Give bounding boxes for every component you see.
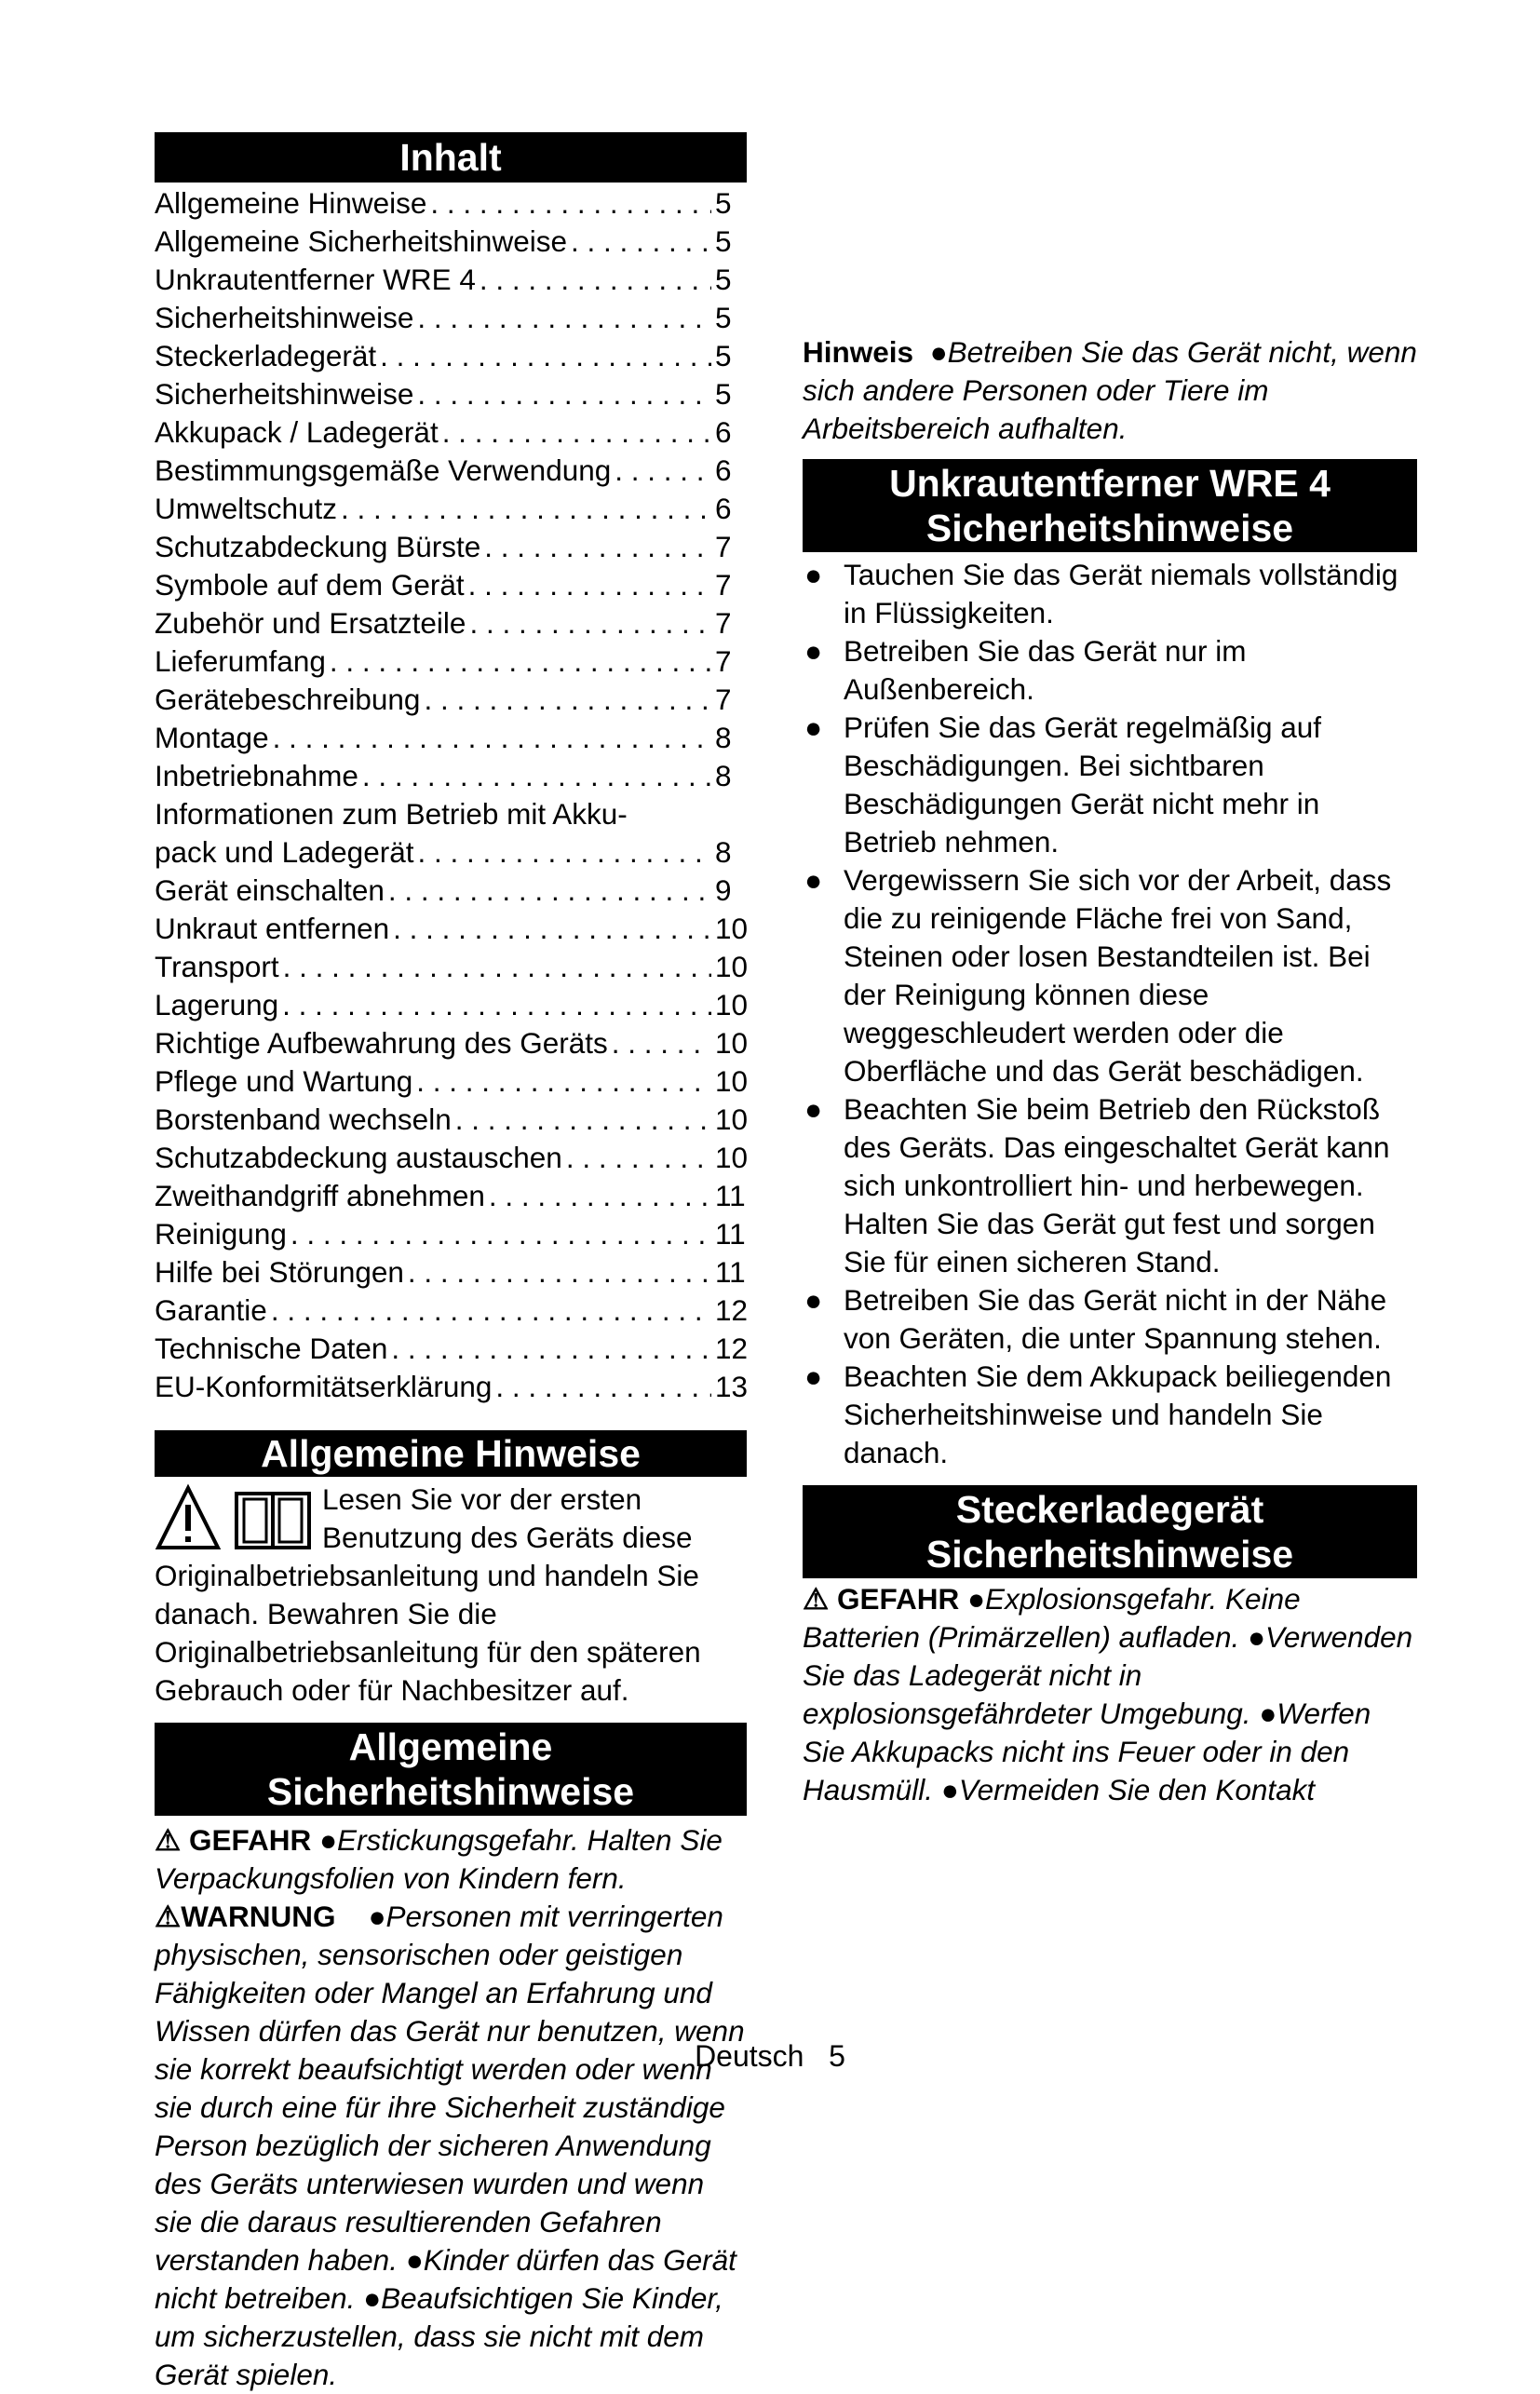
list-item: ● Betreiben Sie das Gerät nur im Außenbereich. — [804, 634, 1247, 706]
allgemeine-hinweise-body: Lesen Sie vor der ersten Benutzung des Geräts diese Originalbetriebsanleitung und handeln Sie danach. Bewahren Sie die Originalbetriebsanleitung für den späteren Gebrauch oder für Nachbesitzer auf. — [155, 1482, 701, 1707]
gefahr-paragraph: ⚠ GEFAHR ●Erstickungsgefahr. Halten Sie Verpackungsfolien von Kindern fern. — [155, 1823, 723, 1895]
toc-entry[interactable]: Akkupack / Ladegerät . . . 6 — [155, 413, 747, 452]
list-item: ● Prüfen Sie das Gerät regelmäßig auf Beschädigungen. Bei sichtbaren Beschädigungen Gerät nicht mehr in Betrieb nehmen. — [804, 710, 1322, 859]
bullet-icon: ● — [804, 1283, 823, 1317]
toc-entry[interactable]: Garantie . . . 12 — [155, 1292, 747, 1330]
bullet-icon: ● — [804, 710, 823, 744]
list-item: ● Betreiben Sie das Gerät nicht in der Nähe von Geräten, die unter Spannung stehen. — [804, 1283, 1387, 1355]
toc-entry[interactable]: Schutzabdeckung Bürste . . . 7 — [155, 528, 747, 566]
warnung-paragraph: ⚠WARNUNG ●Personen mit verringerten physischen, sensorischen oder geistigen Fähigkeiten oder Mangel an Erfahrung und Wissen dürfen das Gerät nur benutzen, wenn sie korrekt beaufsichtigt werden oder wenn sie durch eine für ihre Sicherheit zuständige Person bezüglich der sicheren Anwendung des Geräts unterwiesen wurden und wenn sie die daraus resultierenden Gefahren verstanden haben. ●Kinder dürfen das Gerät nicht betreiben. ●Beaufsichtigen Sie Kinder, um sicherzustellen, dass sie nicht mit dem Gerät spielen. — [155, 1900, 745, 2391]
bullet-icon: ● — [804, 634, 823, 668]
toc-entry[interactable]: Gerätebeschreibung . . . 7 — [155, 681, 747, 719]
toc-entry[interactable]: Allgemeine Sicherheitshinweise . . . 5 — [155, 223, 747, 261]
toc-entry[interactable]: Technische Daten . . . 12 — [155, 1330, 747, 1368]
section-heading-allgemeine-hinweise: Allgemeine Hinweise — [155, 1430, 747, 1477]
section-heading-steckerladegeraet: Steckerladegerät Sicherheitshinweise — [803, 1485, 1417, 1578]
toc-entry[interactable]: Umweltschutz . . . 6 — [155, 490, 747, 528]
hinweis-paragraph: Hinweis ●Betreiben Sie das Gerät nicht, wenn sich andere Personen oder Tiere im Arbeitsbereich aufhalten. — [803, 335, 1417, 445]
footer-language: Deutsch — [695, 2039, 804, 2073]
toc-entry[interactable]: Pflege und Wartung . . . 10 — [155, 1062, 747, 1101]
toc-heading: Inhalt — [155, 132, 747, 183]
section-heading-allgemeine-sicherheitshinweise: Allgemeine Sicherheitshinweise — [155, 1723, 747, 1816]
list-item: ● Vergewissern Sie sich vor der Arbeit, dass die zu reinigende Fläche frei von Sand, Steinen oder losen Bestandteilen ist. Bei der Reinigung können diese weggeschleudert werden oder die Oberfläche und das Gerät beschädigen. — [804, 863, 1392, 1088]
toc-entry[interactable]: Sicherheitshinweise . . . 5 — [155, 375, 747, 413]
toc-entry[interactable]: Borstenband wechseln . . . 10 — [155, 1101, 747, 1139]
toc-entry[interactable]: Zweithandgriff abnehmen . . . 11 — [155, 1177, 747, 1215]
list-item: ● Beachten Sie dem Akkupack beiliegenden Sicherheitshinweise und handeln Sie danach. — [804, 1359, 1392, 1469]
toc-entry[interactable]: Unkraut entfernen . . . 10 — [155, 910, 747, 948]
toc-entry[interactable]: Inbetriebnahme . . . 8 — [155, 757, 747, 795]
toc-entry[interactable]: Transport . . . 10 — [155, 948, 747, 986]
bullet-icon: ● — [804, 558, 823, 591]
page-number: 5 — [829, 2039, 845, 2073]
toc-entry[interactable]: Zubehör und Ersatzteile . . . 7 — [155, 604, 747, 642]
bullet-icon: ● — [804, 863, 823, 897]
warning-triangle-and-book-icon — [155, 1481, 318, 1557]
toc-entry[interactable]: Lieferumfang . . . 7 — [155, 642, 747, 681]
toc-entry[interactable]: Allgemeine Hinweise . . . 5 — [155, 184, 747, 223]
toc-entry[interactable]: Schutzabdeckung austauschen . . . 10 — [155, 1139, 747, 1177]
toc-entry[interactable]: Bestimmungsgemäße Verwendung . . . 6 — [155, 452, 747, 490]
toc-entry[interactable]: Sicherheitshinweise . . . 5 — [155, 299, 747, 337]
page-footer — [0, 2039, 1540, 2074]
toc-entry[interactable]: Hilfe bei Störungen . . . 11 — [155, 1253, 747, 1292]
toc-entry[interactable]: Symbole auf dem Gerät . . . 7 — [155, 566, 747, 604]
warning-and-manual-icons — [155, 1481, 318, 1557]
table-of-contents — [155, 184, 747, 1406]
toc-entry[interactable]: Unkrautentferner WRE 4 . . . 5 — [155, 261, 747, 299]
toc-entry[interactable]: EU-Konformitätserklärung . . . 13 — [155, 1368, 747, 1406]
list-item: ● Tauchen Sie das Gerät niemals vollständig in Flüssigkeiten. — [804, 558, 1398, 629]
toc-entry[interactable]: Lagerung . . . 10 — [155, 986, 747, 1024]
toc-entry[interactable]: Richtige Aufbewahrung des Geräts . . . 10 — [155, 1024, 747, 1062]
toc-entry[interactable]: Steckerladegerät . . . 5 — [155, 337, 747, 375]
toc-entry[interactable]: Montage . . . 8 — [155, 719, 747, 757]
bullet-icon: ● — [804, 1092, 823, 1126]
wre4-safety-list — [803, 556, 1417, 1472]
list-item: ● Beachten Sie beim Betrieb den Rückstoß des Geräts. Das eingeschaltet Gerät kann sich unkontrolliert hin- und herbewegen. Halten Sie das Gerät gut fest und sorgen Sie für einen sicheren Stand. — [804, 1092, 1390, 1278]
toc-entry[interactable]: Reinigung . . . 11 — [155, 1215, 747, 1253]
toc-entry[interactable]: Informationen zum Betrieb mit Akku- pack und Ladegerät . . . 8 — [155, 795, 747, 872]
right-column — [803, 130, 1417, 1809]
steckerlade-gefahr-paragraph: ⚠ GEFAHR ●Explosionsgefahr. Keine Batterien (Primärzellen) aufladen. ●Verwenden Sie das Ladegerät nicht in explosionsgefährdeter Umgebung. ●Werfen Sie Akkupacks nicht ins Feuer oder in den Hausmüll. ●Vermeiden Sie den Kontakt — [803, 1582, 1413, 1806]
section-heading-wre4: Unkrautentferner WRE 4 Sicherheitshinweise — [803, 459, 1417, 552]
toc-entry[interactable]: Gerät einschalten . . . 9 — [155, 872, 747, 910]
bullet-icon: ● — [804, 1359, 823, 1393]
